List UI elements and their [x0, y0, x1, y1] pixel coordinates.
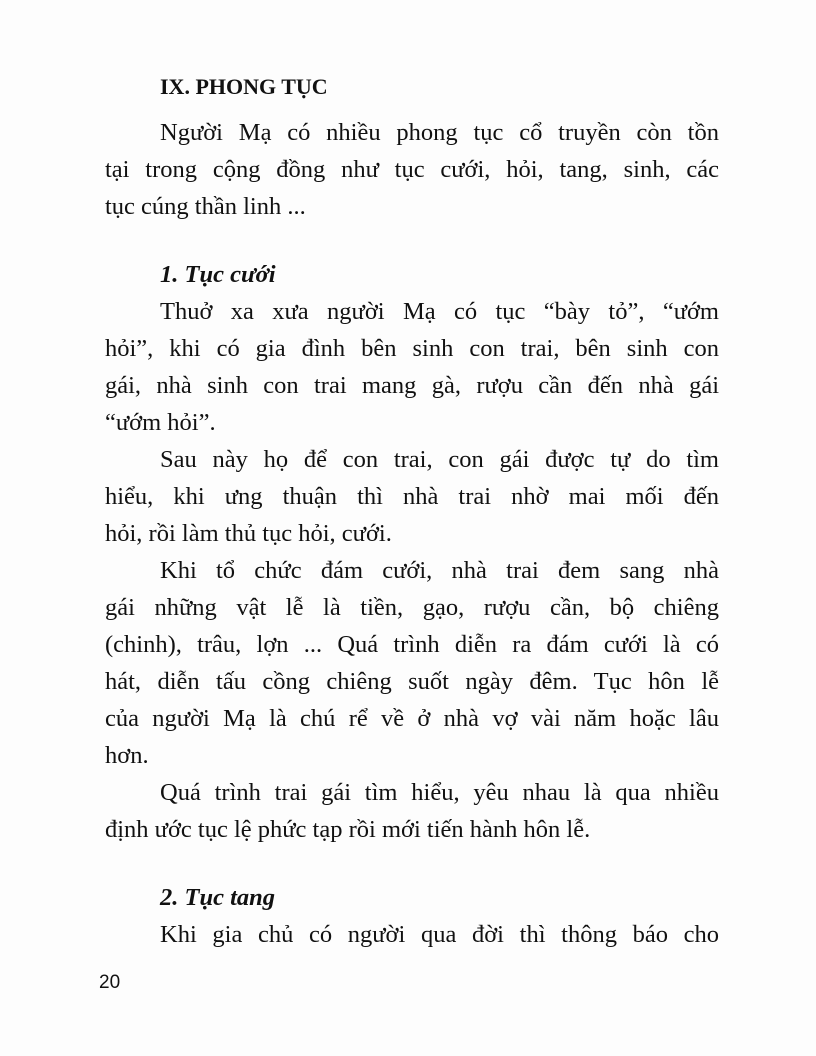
text-line: hỏi, rồi làm thủ tục hỏi, cưới. [105, 520, 392, 547]
text-line: của người Mạ là chú rể về ở nhà vợ vài năm hoặc lâu [105, 705, 719, 732]
page-number: 20 [99, 972, 121, 993]
text-line: tại trong cộng đồng như tục cưới, hỏi, tang, sinh, các [105, 156, 719, 183]
page-body [105, 68, 719, 953]
text-line: tục cúng thần linh ... [105, 193, 306, 220]
text-line: Thuở xa xưa người Mạ có tục “bày tỏ”, “ướm [160, 298, 719, 325]
text-line: hơn. [105, 742, 149, 769]
subsection-title: 1. Tục cưới [160, 261, 276, 288]
text-line: Người Mạ có nhiều phong tục cổ truyền còn tồn [160, 119, 719, 146]
text-line: (chinh), trâu, lợn ... Quá trình diễn ra đám cưới là có [105, 631, 719, 658]
text-line: hỏi”, khi có gia đình bên sinh con trai, bên sinh con [105, 335, 719, 362]
section-heading: IX. PHONG TỤC [160, 74, 328, 99]
text-line: “ướm hỏi”. [105, 409, 216, 436]
text-line: Sau này họ để con trai, con gái được tự do tìm [160, 446, 719, 473]
text-line: gái những vật lễ là tiền, gạo, rượu cần, bộ chiêng [105, 594, 719, 621]
text-line: hát, diễn tấu cồng chiêng suốt ngày đêm. Tục hôn lễ [105, 668, 719, 695]
text-line: gái, nhà sinh con trai mang gà, rượu cần đến nhà gái [105, 372, 719, 399]
text-line: định ước tục lệ phức tạp rồi mới tiến hành hôn lễ. [105, 816, 591, 843]
subsection-title: 2. Tục tang [160, 884, 276, 911]
text-line: Khi tổ chức đám cưới, nhà trai đem sang nhà [160, 557, 719, 584]
text-line: Quá trình trai gái tìm hiểu, yêu nhau là qua nhiều [160, 779, 719, 806]
text-line: Khi gia chủ có người qua đời thì thông báo cho [160, 921, 719, 948]
text-line: hiểu, khi ưng thuận thì nhà trai nhờ mai mối đến [105, 483, 719, 510]
